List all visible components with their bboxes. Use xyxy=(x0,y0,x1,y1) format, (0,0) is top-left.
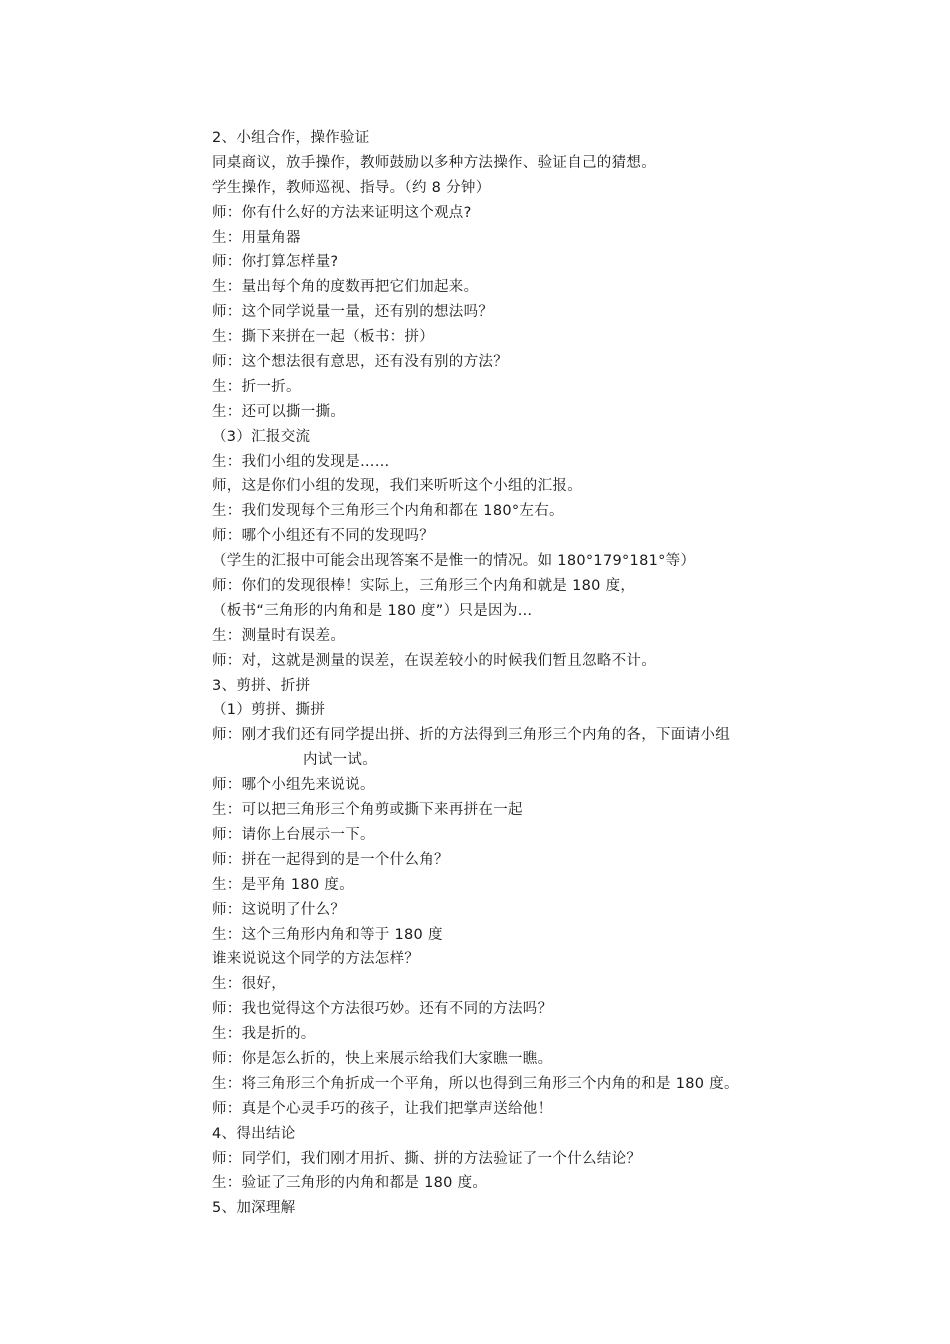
dialogue-line: 师：你们的发现很棒！实际上，三角形三个内角和就是 180 度， xyxy=(212,578,636,595)
dialogue-line: 生：我们小组的发现是…… xyxy=(212,453,390,470)
subsection-heading: （1）剪拼、撕拼 xyxy=(212,702,326,719)
dialogue-line: 生：撕下来拼在一起（板书：拼） xyxy=(212,329,434,346)
dialogue-line-continuation: 内试一试。 xyxy=(303,752,377,769)
paragraph-line: （学生的汇报中可能会出现答案不是惟一的情况。如 180°179°181°等） xyxy=(212,553,696,570)
subsection-heading: （3）汇报交流 xyxy=(212,428,311,445)
dialogue-line: 生：折一折。 xyxy=(212,378,301,395)
dialogue-line: 师，这是你们小组的发现，我们来听听这个小组的汇报。 xyxy=(212,478,582,495)
dialogue-line: 师：我也觉得这个方法很巧妙。还有不同的方法吗？ xyxy=(212,1001,553,1018)
paragraph-line: 同桌商议，放手操作，教师鼓励以多种方法操作、验证自己的猜想。 xyxy=(212,154,656,171)
dialogue-line: 生：还可以撕一撕。 xyxy=(212,403,346,420)
section-heading: 3、剪拼、折拼 xyxy=(212,677,311,694)
dialogue-line: 师：你有什么好的方法来证明这个观点? xyxy=(212,204,472,221)
dialogue-line: 生：是平角 180 度。 xyxy=(212,876,354,893)
dialogue-line: 生：很好， xyxy=(212,976,286,993)
dialogue-line: 师：哪个小组还有不同的发现吗？ xyxy=(212,528,434,545)
dialogue-line: 师：这说明了什么？ xyxy=(212,901,346,918)
paragraph-line: 谁来说说这个同学的方法怎样？ xyxy=(212,951,420,968)
section-heading: 4、得出结论 xyxy=(212,1125,296,1142)
section-heading: 5、加深理解 xyxy=(212,1200,296,1217)
dialogue-line: 师：这个同学说量一量，还有别的想法吗？ xyxy=(212,304,494,321)
dialogue-line: 生：这个三角形内角和等于 180 度 xyxy=(212,926,443,943)
dialogue-line: 生：测量时有误差。 xyxy=(212,627,346,644)
dialogue-line: 生：我们发现每个三角形三个内角和都在 180°左右。 xyxy=(212,503,564,520)
paragraph-line: 学生操作，教师巡视、指导。（约 8 分钟） xyxy=(212,179,491,196)
dialogue-line: 师：刚才我们还有同学提出拼、折的方法得到三角形三个内角的各，下面请小组 xyxy=(212,727,730,744)
dialogue-line: 生：将三角形三个角折成一个平角，所以也得到三角形三个内角的和是 180 度。 xyxy=(212,1075,739,1092)
paragraph-line: （板书“三角形的内角和是 180 度”）只是因为… xyxy=(212,602,533,619)
dialogue-line: 生：验证了三角形的内角和都是 180 度。 xyxy=(212,1175,488,1192)
dialogue-line: 生：用量角器 xyxy=(212,229,301,246)
dialogue-line: 师：真是个心灵手巧的孩子，让我们把掌声送给他！ xyxy=(212,1100,553,1117)
dialogue-line: 师：拼在一起得到的是一个什么角？ xyxy=(212,851,449,868)
dialogue-line: 师：你打算怎样量? xyxy=(212,254,339,271)
dialogue-line: 师：哪个小组先来说说。 xyxy=(212,777,375,794)
dialogue-line: 生：量出每个角的度数再把它们加起来。 xyxy=(212,279,479,296)
document-body xyxy=(212,126,822,1221)
dialogue-line: 师：请你上台展示一下。 xyxy=(212,826,375,843)
dialogue-line: 师：这个想法很有意思，还有没有别的方法？ xyxy=(212,354,508,371)
dialogue-line: 师：同学们，我们刚才用折、撕、拼的方法验证了一个什么结论？ xyxy=(212,1150,642,1167)
dialogue-line: 师：你是怎么折的，快上来展示给我们大家瞧一瞧。 xyxy=(212,1050,553,1067)
dialogue-line: 生：可以把三角形三个角剪或撕下来再拼在一起 xyxy=(212,802,523,819)
section-heading: 2、小组合作，操作验证 xyxy=(212,130,370,146)
dialogue-line: 师：对，这就是测量的误差，在误差较小的时候我们暂且忽略不计。 xyxy=(212,652,656,669)
dialogue-line: 生：我是折的。 xyxy=(212,1026,316,1043)
